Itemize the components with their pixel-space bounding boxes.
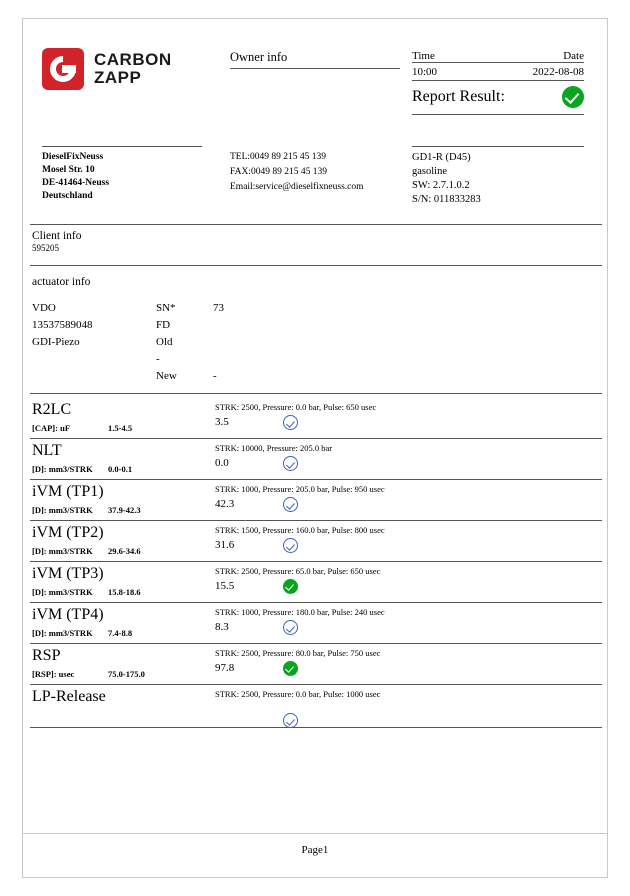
test-params: STRK: 2500, Pressure: 80.0 bar, Pulse: 750 usec xyxy=(215,648,381,658)
test-range: 15.8-18.6 xyxy=(108,587,141,597)
test-status xyxy=(283,620,298,635)
test-unit: [D]: mm3/STRK xyxy=(32,546,93,556)
test-params: STRK: 1000, Pressure: 180.0 bar, Pulse: 240 usec xyxy=(215,607,385,617)
test-params: STRK: 2500, Pressure: 0.0 bar, Pulse: 650 usec xyxy=(215,402,377,412)
company-address xyxy=(42,146,202,203)
client-info-section xyxy=(30,224,602,266)
test-value: 0.0 xyxy=(215,457,229,469)
table-row xyxy=(30,685,602,728)
check-circle-green-icon xyxy=(283,661,298,676)
test-params: STRK: 2500, Pressure: 0.0 bar, Pulse: 1000 usec xyxy=(215,689,381,699)
actuator-fd-label: FD xyxy=(156,319,171,331)
test-status xyxy=(283,415,298,430)
device-model: GD1-R (D45) xyxy=(412,152,471,163)
test-params: STRK: 2500, Pressure: 65.0 bar, Pulse: 650 usec xyxy=(215,566,381,576)
report-result-rule xyxy=(412,114,584,115)
test-status xyxy=(283,538,298,553)
test-value: 15.5 xyxy=(215,580,235,592)
check-circle-blue-icon xyxy=(283,713,298,728)
test-value: 31.6 xyxy=(215,539,235,551)
test-unit: [D]: mm3/STRK xyxy=(32,505,93,515)
report-header xyxy=(30,28,602,146)
contact-fax: FAX:0049 89 215 45 139 xyxy=(230,167,327,177)
table-row xyxy=(30,439,602,480)
client-info-value: 595205 xyxy=(32,243,59,253)
client-info-title: Client info xyxy=(32,230,82,242)
check-circle-blue-icon xyxy=(283,497,298,512)
check-circle-blue-icon xyxy=(283,538,298,553)
test-unit: [D]: mm3/STRK xyxy=(32,628,93,638)
actuator-old-label: Old xyxy=(156,336,173,348)
actuator-spacer-value xyxy=(213,351,333,368)
test-range: 37.9-42.3 xyxy=(108,505,141,515)
test-name: R2LC xyxy=(32,401,72,418)
time-date-block xyxy=(412,50,584,81)
company-country: Deutschland xyxy=(42,191,93,201)
check-circle-blue-icon xyxy=(283,620,298,635)
test-name: iVM (TP3) xyxy=(32,565,104,582)
test-name: iVM (TP1) xyxy=(32,483,104,500)
test-value: 97.8 xyxy=(215,662,235,674)
actuator-col-c xyxy=(213,300,333,385)
actuator-sn-label: SN* xyxy=(156,302,176,314)
contact-tel: TEL:0049 89 215 45 139 xyxy=(230,152,327,162)
page-footer xyxy=(30,844,600,856)
date-value: 2022-08-08 xyxy=(532,66,584,78)
test-range: 29.6-34.6 xyxy=(108,546,141,556)
table-row xyxy=(30,603,602,644)
test-name: NLT xyxy=(32,442,62,459)
owner-info-block xyxy=(230,50,400,69)
actuator-old-value xyxy=(213,334,333,351)
test-status xyxy=(283,713,298,728)
brand-logo xyxy=(42,48,172,90)
actuator-new-dash: - xyxy=(156,387,160,399)
actuator-sn-value: 73 xyxy=(213,302,224,314)
table-row xyxy=(30,521,602,562)
actuator-old-dash: - xyxy=(156,353,160,365)
test-name: RSP xyxy=(32,647,61,664)
company-name: DieselFixNeuss xyxy=(42,152,104,162)
test-params: STRK: 10000, Pressure: 205.0 bar xyxy=(215,443,333,453)
test-unit: [D]: mm3/STRK xyxy=(32,587,93,597)
test-range: 75.0-175.0 xyxy=(108,669,145,679)
date-label: Date xyxy=(563,50,584,62)
test-unit: [D]: mm3/STRK xyxy=(32,464,93,474)
actuator-info-section xyxy=(30,266,602,399)
device-info-rule xyxy=(412,146,584,147)
actuator-type: GDI-Piezo xyxy=(32,336,80,348)
test-range: 1.5-4.5 xyxy=(108,423,133,433)
test-name: LP-Release xyxy=(32,688,106,705)
report-result-line xyxy=(412,86,584,114)
company-street: Mosel Str. 10 xyxy=(42,165,95,175)
page-number: Page1 xyxy=(301,844,329,856)
device-serial-number: S/N: 011833283 xyxy=(412,194,481,205)
test-status xyxy=(283,579,298,594)
owner-info-rule xyxy=(230,68,400,69)
contact-email: Email:service@dieselfixneuss.com xyxy=(230,182,364,192)
carbon-zapp-logo-icon xyxy=(42,48,84,90)
actuator-part-number: 13537589048 xyxy=(32,319,93,331)
test-results-table xyxy=(30,398,602,728)
report-content xyxy=(30,28,602,728)
table-row xyxy=(30,562,602,603)
time-date-labels xyxy=(412,50,584,62)
check-circle-blue-icon xyxy=(283,456,298,471)
time-label: Time xyxy=(412,50,435,62)
footer-rule xyxy=(23,833,607,834)
actuator-info-rule xyxy=(30,393,602,394)
table-row xyxy=(30,480,602,521)
actuator-col-b xyxy=(156,300,211,402)
device-fuel: gasoline xyxy=(412,166,447,177)
company-details-row xyxy=(30,146,602,218)
device-info xyxy=(412,146,584,207)
actuator-info-title: actuator info xyxy=(32,276,91,288)
actuator-fd-value xyxy=(213,317,333,334)
brand-line-1: CARBON xyxy=(94,50,172,69)
test-status xyxy=(283,456,298,471)
time-value: 10:00 xyxy=(412,66,438,78)
brand-line-2: ZAPP xyxy=(94,68,142,87)
test-value: 42.3 xyxy=(215,498,235,510)
check-circle-green-icon xyxy=(562,86,584,108)
report-result-title: Report Result: xyxy=(412,88,505,105)
company-contact xyxy=(230,150,364,195)
test-params: STRK: 1500, Pressure: 160.0 bar, Pulse: 800 usec xyxy=(215,525,385,535)
table-row xyxy=(30,398,602,439)
time-date-values xyxy=(412,63,584,80)
test-status xyxy=(283,497,298,512)
actuator-col-a xyxy=(32,300,152,351)
test-name: iVM (TP4) xyxy=(32,606,104,623)
test-value: 8.3 xyxy=(215,621,229,633)
device-software-version: SW: 2.7.1.0.2 xyxy=(412,180,470,191)
actuator-new-value: - xyxy=(213,370,217,382)
test-value: 3.5 xyxy=(215,416,229,428)
test-name: iVM (TP2) xyxy=(32,524,104,541)
table-row xyxy=(30,644,602,685)
check-circle-green-icon xyxy=(283,579,298,594)
test-unit: [RSP]: usec xyxy=(32,669,75,679)
company-address-rule xyxy=(42,146,202,147)
actuator-new-label: New xyxy=(156,370,177,382)
test-params: STRK: 1000, Pressure: 205.0 bar, Pulse: 950 usec xyxy=(215,484,385,494)
time-date-rule-bottom xyxy=(412,80,584,81)
company-city: DE-41464-Neuss xyxy=(42,178,110,188)
brand-name xyxy=(94,51,172,87)
test-unit: [CAP]: uF xyxy=(32,423,71,433)
actuator-brand: VDO xyxy=(32,302,56,314)
report-result-block xyxy=(412,86,584,115)
check-circle-blue-icon xyxy=(283,415,298,430)
owner-info-label: Owner info xyxy=(230,50,288,64)
test-range: 0.0-0.1 xyxy=(108,464,133,474)
test-status xyxy=(283,661,298,676)
test-range: 7.4-8.8 xyxy=(108,628,133,638)
